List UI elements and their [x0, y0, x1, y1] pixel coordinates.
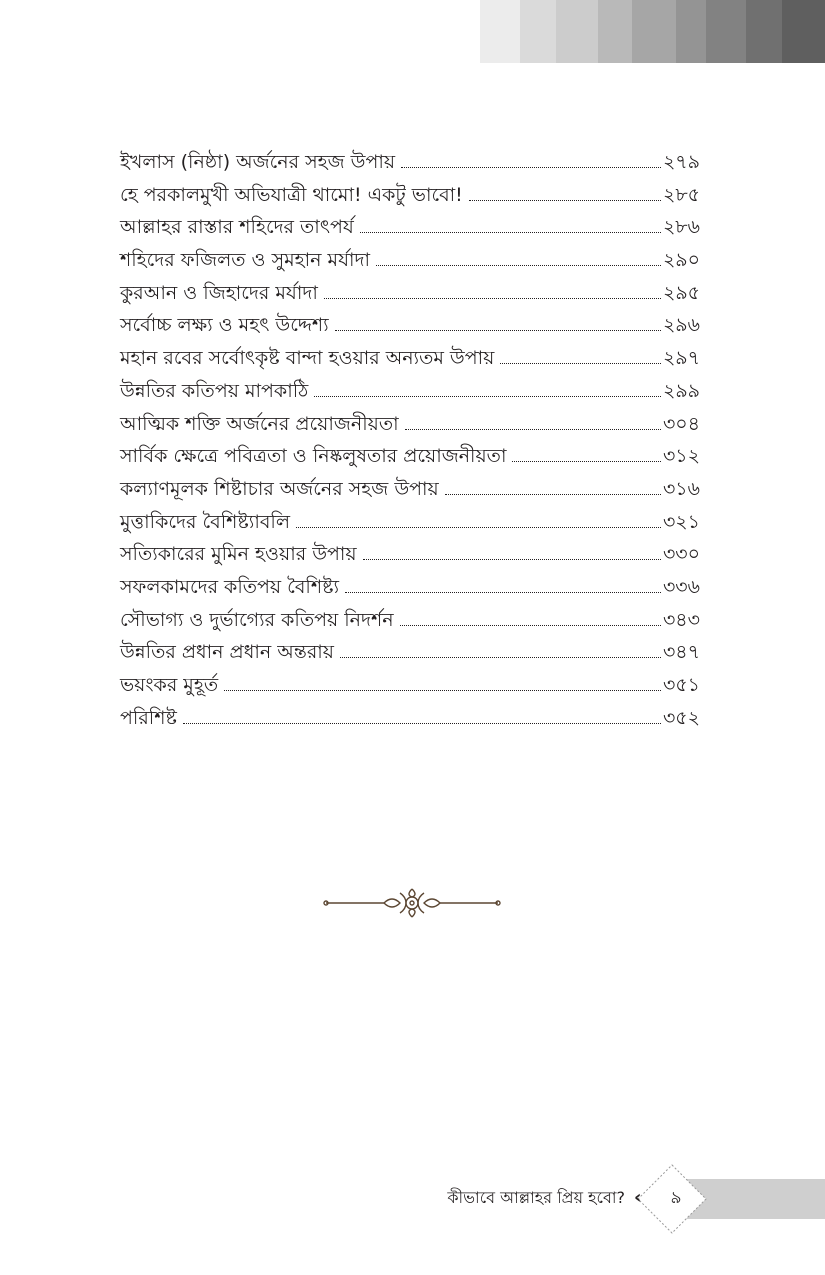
toc-dot-leader: [340, 657, 661, 658]
toc-dot-leader: [445, 494, 661, 495]
toc-entry-title: আল্লাহর রাস্তার শহিদের তাৎপর্য: [120, 216, 354, 239]
toc-dot-leader: [183, 723, 661, 724]
toc-entry-page: ৩০৪: [662, 412, 700, 435]
toc-dot-leader: [314, 396, 661, 397]
toc-entry-title: সৌভাগ্য ও দুর্ভাগ্যের কতিপয় নিদর্শন: [120, 608, 394, 631]
toc-dot-leader: [324, 298, 661, 299]
toc-entry-title: কুরআন ও জিহাদের মর্যাদা: [120, 281, 318, 304]
toc-entry-title: শহিদের ফজিলত ও সুমহান মর্যাদা: [120, 249, 371, 272]
band-stripe: [520, 0, 556, 63]
toc-entry-page: ২৯০: [662, 249, 700, 272]
toc-dot-leader: [512, 461, 661, 462]
toc-entry-title: উন্নতির কতিপয় মাপকাঠি: [120, 379, 309, 402]
toc-entry-title: ইখলাস (নিষ্ঠা) অর্জনের সহজ উপায়: [120, 151, 396, 173]
band-stripe: [676, 0, 706, 63]
toc-entry: [120, 211, 700, 244]
chevron-left-icon: ‹: [634, 1187, 642, 1208]
band-stripe: [782, 0, 825, 63]
toc-dot-leader: [224, 690, 661, 691]
toc-dot-leader: [400, 625, 661, 626]
toc-entry-title: সত্যিকারের মুমিন হওয়ার উপায়: [120, 543, 357, 566]
toc-entry-page: ৩১৬: [662, 477, 700, 500]
band-stripe: [556, 0, 598, 63]
toc-entry-page: ৩৫২: [662, 706, 700, 729]
toc-entry: [120, 244, 700, 277]
toc-dot-leader: [335, 330, 661, 331]
toc-entry-page: ২৯৫: [662, 281, 700, 304]
band-stripe: [632, 0, 676, 63]
toc-dot-leader: [345, 592, 661, 593]
book-title: কীভাবে আল্লাহর প্রিয় হবো?: [447, 1188, 625, 1207]
toc-entry-page: ২৯৭: [662, 347, 700, 370]
toc-entry-page: ৩৩০: [662, 543, 700, 566]
toc-entry: [120, 473, 700, 506]
band-stripe: [480, 0, 520, 63]
toc-dot-leader: [405, 429, 661, 430]
toc-dot-leader: [376, 265, 661, 266]
toc-entry-page: ৩৫১: [662, 674, 700, 696]
toc-dot-leader: [363, 559, 661, 560]
band-stripe: [706, 0, 746, 63]
toc-entry-title: আত্মিক শক্তি অর্জনের প্রয়োজনীয়তা: [120, 412, 399, 435]
toc-dot-leader: [401, 167, 661, 168]
toc-entry: [120, 146, 700, 179]
toc-entry-title: সফলকামদের কতিপয় বৈশিষ্ট্য: [120, 575, 340, 598]
toc-dot-leader: [296, 527, 661, 528]
toc-entry-title: উন্নতির প্রধান প্রধান অন্তরায়: [120, 641, 334, 664]
toc-entry-title: হে পরকালমুখী অভিযাত্রী থামো! একটু ভাবো!: [120, 183, 463, 206]
toc-entry-page: ৩৩৬: [662, 575, 700, 598]
toc-entry-title: সর্বোচ্চ লক্ষ্য ও মহৎ উদ্দেশ্য: [120, 314, 329, 337]
toc-entry: [120, 571, 700, 604]
toc-entry: [120, 702, 700, 735]
toc-entry: [120, 342, 700, 375]
toc-entry: [120, 669, 700, 702]
toc-entry-title: ভয়ংকর মুহূর্ত: [120, 674, 219, 696]
toc-entry-title: মহান রবের সর্বোৎকৃষ্ট বান্দা হওয়ার অন্যতম উপায়: [120, 347, 495, 370]
toc-entry-page: ২৮৫: [662, 183, 700, 206]
toc-entry: [120, 375, 700, 408]
toc-entry-page: ৩১২: [662, 445, 700, 468]
ornamental-divider-icon: [322, 883, 502, 923]
page-number: ৯: [670, 1188, 682, 1208]
toc-entry-title: মুত্তাকিদের বৈশিষ্ট্যাবলি: [120, 510, 290, 533]
toc-entry-page: ৩৪৩: [662, 608, 700, 631]
toc-entry-page: ৩৪৭: [662, 641, 700, 664]
table-of-contents: [120, 146, 700, 734]
toc-entry-title: কল্যাণমূলক শিষ্টাচার অর্জনের সহজ উপায়: [120, 477, 439, 500]
toc-dot-leader: [360, 232, 661, 233]
toc-entry-title: সার্বিক ক্ষেত্রে পবিত্রতা ও নিষ্কলুষতার প্রয়োজনীয়তা: [120, 445, 507, 468]
toc-entry: [120, 408, 700, 441]
band-stripe: [598, 0, 632, 63]
toc-dot-leader: [469, 200, 661, 201]
top-color-band: [480, 0, 825, 63]
toc-entry: [120, 277, 700, 310]
toc-entry-page: ৩২১: [662, 510, 700, 533]
toc-entry-page: ২৯৬: [662, 314, 700, 337]
toc-entry: [120, 538, 700, 571]
toc-entry: [120, 179, 700, 212]
toc-entry-page: ২৭৯: [662, 151, 700, 173]
toc-entry-page: ২৮৬: [662, 216, 700, 239]
toc-entry: [120, 506, 700, 539]
toc-entry: [120, 604, 700, 637]
band-stripe: [746, 0, 782, 63]
toc-entry: [120, 309, 700, 342]
toc-dot-leader: [500, 363, 661, 364]
toc-entry-title: পরিশিষ্ট: [120, 706, 177, 729]
toc-entry-page: ২৯৯: [662, 379, 700, 402]
toc-entry: [120, 440, 700, 473]
toc-entry: [120, 636, 700, 669]
